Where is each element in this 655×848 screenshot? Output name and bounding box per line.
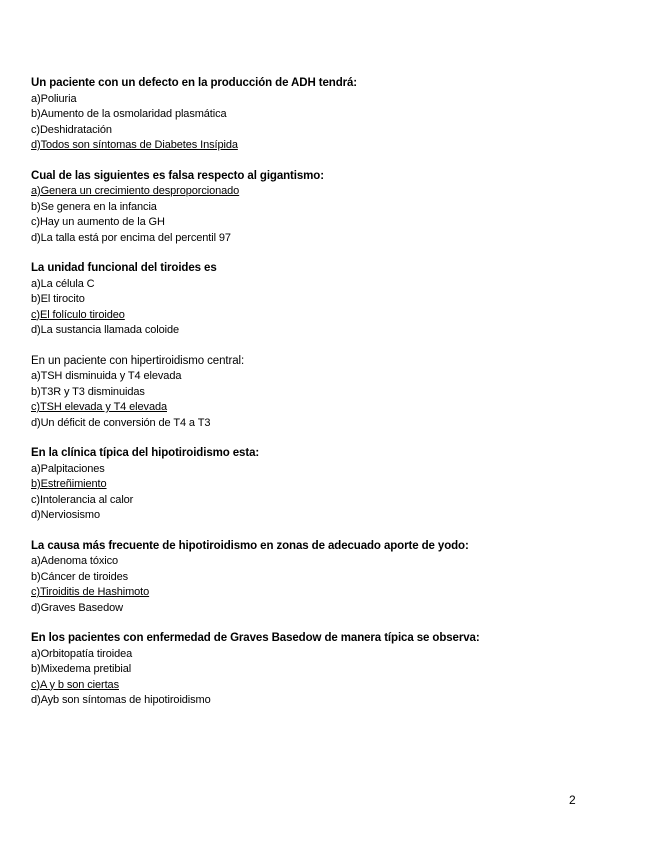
option-a: a)Adenoma tóxico — [31, 555, 119, 567]
question-stem: En un paciente con hipertiroidismo central: — [31, 354, 245, 367]
option-a: a)La célula C — [31, 277, 95, 290]
option-b: b)Cáncer de tiroides — [31, 570, 129, 583]
option-a-correct: a)Genera un crecimiento desproporcionado — [31, 185, 240, 197]
option-d: d)Un déficit de conversión de T4 a T3 — [31, 416, 211, 429]
option-a: a)Orbitopatía tiroidea — [31, 647, 133, 660]
option-c-correct: c)A y b son ciertas — [31, 678, 119, 691]
question-5 — [31, 446, 631, 524]
option-b-correct: b)Estreñimiento — [31, 478, 107, 490]
page-number: 2 — [569, 793, 576, 807]
option-d: d)Nerviosismo — [31, 509, 100, 521]
option-b: b)Mixedema pretibial — [31, 663, 132, 675]
question-7 — [31, 631, 631, 709]
option-d: d)Graves Basedow — [31, 601, 123, 614]
question-2 — [31, 169, 631, 247]
question-1 — [31, 76, 631, 154]
option-d-correct: d)Todos son síntomas de Diabetes Insípida — [31, 139, 238, 151]
option-b: b)T3R y T3 disminuidas — [31, 385, 145, 398]
option-a: a)Poliuria — [31, 92, 77, 105]
option-d: d)La talla está por encima del percentil 97 — [31, 231, 231, 244]
question-list — [31, 76, 631, 724]
question-stem: La causa más frecuente de hipotiroidismo en zonas de adecuado aporte de yodo: — [31, 539, 469, 552]
option-a: a)Palpitaciones — [31, 462, 105, 475]
question-stem: La unidad funcional del tiroides es — [31, 262, 217, 274]
option-d: d)La sustancia llamada coloide — [31, 324, 180, 336]
option-d: d)Ayb son síntomas de hipotiroidismo — [31, 694, 211, 706]
option-c-correct: c)TSH elevada y T4 elevada — [31, 401, 167, 413]
question-stem: En los pacientes con enfermedad de Graves Basedow de manera típica se observa: — [31, 632, 480, 644]
option-c-correct: c)El folículo tiroideo — [31, 308, 125, 321]
question-stem: Cual de las siguientes es falsa respecto al gigantismo: — [31, 169, 324, 182]
option-a: a)TSH disminuida y T4 elevada — [31, 370, 182, 382]
option-b: b)Aumento de la osmolaridad plasmática — [31, 108, 227, 120]
option-c-correct: c)Tiroiditis de Hashimoto — [31, 586, 150, 598]
option-c: c)Hay un aumento de la GH — [31, 216, 165, 228]
question-6 — [31, 539, 631, 617]
option-b: b)Se genera en la infancia — [31, 200, 157, 213]
question-stem: Un paciente con un defecto en la producción de ADH tendrá: — [31, 77, 358, 89]
option-c: c)Intolerancia al calor — [31, 493, 134, 506]
question-3 — [31, 261, 631, 339]
question-stem: En la clínica típica del hipotiroidismo esta: — [31, 447, 260, 459]
option-c: c)Deshidratación — [31, 123, 112, 136]
option-b: b)El tirocito — [31, 293, 85, 305]
question-4 — [31, 354, 631, 432]
